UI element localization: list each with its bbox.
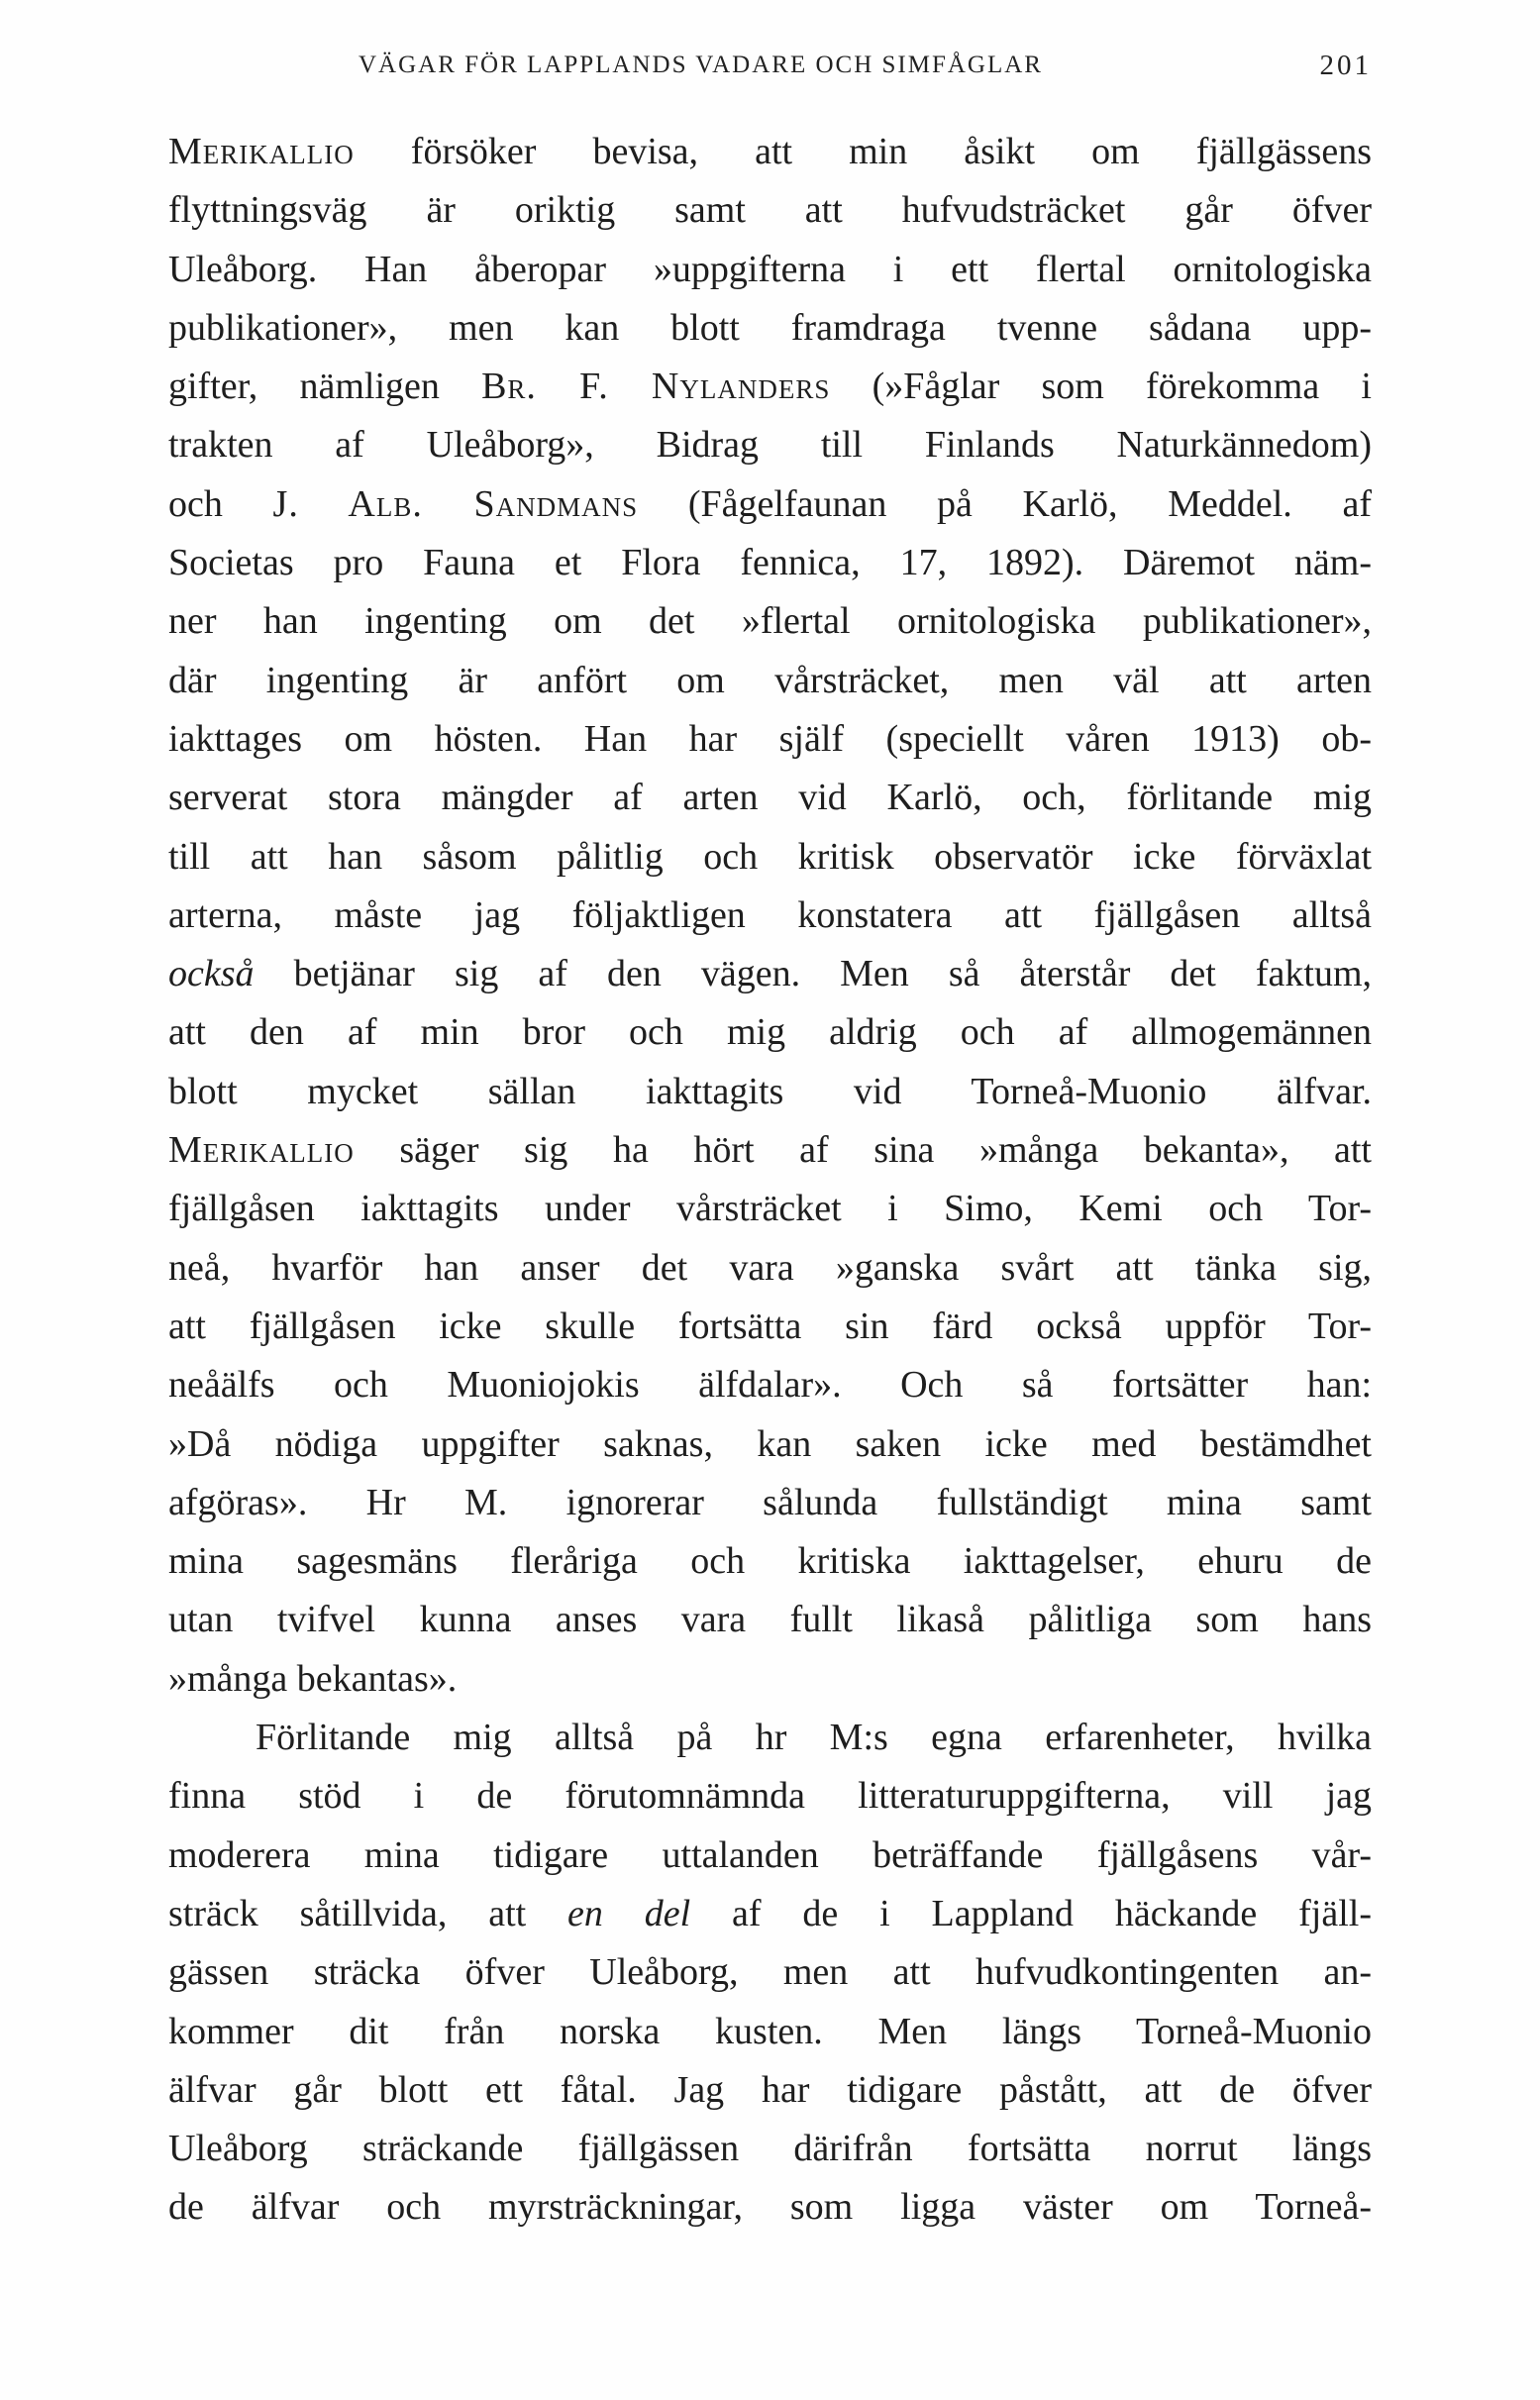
text-line bbox=[168, 299, 1372, 358]
text-segment: fjällgåsen iakttagits under vårsträcket i Simo, Kemi och Tor- bbox=[168, 1188, 1372, 1230]
text-segment: af de i Lappland häckande fjäll- bbox=[690, 1892, 1372, 1934]
text-segment: Förlitande mig alltså på hr M:s egna erfarenheter, hvilka bbox=[256, 1717, 1372, 1759]
text-segment: »Då nödiga uppgifter saknas, kan saken icke med bestämdhet bbox=[168, 1422, 1372, 1465]
text-segment: publikationer», men kan blott framdraga tvenne sådana upp- bbox=[168, 306, 1372, 349]
text-line bbox=[168, 123, 1372, 181]
text-segment: flyttningsväg är oriktig samt att hufvudsträcket går öfver bbox=[168, 189, 1372, 232]
text-segment: försöker bevisa, att min åsikt om fjällgässens bbox=[354, 131, 1372, 172]
text-segment: älfvar går blott ett fåtal. Jag har tidigare påstått, att de öfver bbox=[168, 2068, 1372, 2111]
text-line bbox=[168, 1003, 1372, 1062]
text-line bbox=[168, 710, 1372, 769]
text-line bbox=[168, 1180, 1372, 1238]
text-line bbox=[168, 1356, 1372, 1414]
text-line bbox=[168, 2003, 1372, 2061]
text-segment: Uleåborg. Han åberopar »uppgifterna i ett flertal ornitologiska bbox=[168, 248, 1372, 290]
text-segment: de älfvar och myrsträckningar, som ligga väster om Torneå- bbox=[168, 2186, 1372, 2229]
text-line bbox=[168, 241, 1372, 299]
text-segment: blott mycket sällan iakttagits vid Torneå-Muonio älfvar. bbox=[168, 1070, 1372, 1112]
text-segment: moderera mina tidigare uttalanden beträffande fjällgåsens vår- bbox=[168, 1833, 1372, 1876]
text-segment: mina sagesmäns fleråriga och kritiska iakttagelser, ehuru de bbox=[168, 1540, 1372, 1583]
text-segment: kommer dit från norska kusten. Men längs Torneå-Muonio bbox=[168, 2010, 1372, 2052]
text-line bbox=[168, 1943, 1372, 2002]
text-line bbox=[168, 2178, 1372, 2237]
text-line bbox=[168, 475, 1372, 534]
text-segment: serverat stora mängder af arten vid Karlö, och, förlitande mig bbox=[168, 777, 1372, 819]
text-line bbox=[168, 1121, 1372, 1180]
text-segment: iakttages om hösten. Han har själf (speciellt våren 1913) ob- bbox=[168, 717, 1372, 760]
text-line bbox=[168, 769, 1372, 827]
text-segment: neåälfs och Muoniojokis älfdalar». Och så fortsätter han: bbox=[168, 1364, 1372, 1407]
text-segment: till att han såsom pålitlig och kritisk observatör icke förväxlat bbox=[168, 835, 1372, 878]
text-segment: Merikallio bbox=[168, 131, 355, 172]
text-line bbox=[168, 2120, 1372, 2178]
text-line bbox=[168, 416, 1372, 474]
text-line bbox=[168, 828, 1372, 887]
text-segment: att den af min bror och mig aldrig och af allmogemännen bbox=[168, 1011, 1372, 1054]
text-line bbox=[168, 1650, 1372, 1709]
text-segment: gässen sträcka öfver Uleåborg, men att hufvudkontingenten an- bbox=[168, 1951, 1372, 1994]
text-segment: och bbox=[168, 482, 273, 525]
text-segment: Br. F. Nylanders bbox=[481, 365, 831, 408]
text-line bbox=[168, 1239, 1372, 1298]
text-segment: trakten af Uleåborg», Bidrag till Finlands Naturkännedom) bbox=[168, 424, 1372, 467]
text-line bbox=[168, 887, 1372, 945]
text-segment: att fjällgåsen icke skulle fortsätta sin färd också uppför Tor- bbox=[168, 1304, 1372, 1347]
text-line bbox=[168, 652, 1372, 710]
text-line bbox=[168, 592, 1372, 651]
text-line bbox=[168, 2061, 1372, 2120]
text-line bbox=[168, 945, 1372, 1003]
text-segment: sträck såtillvida, att bbox=[168, 1892, 568, 1934]
text-line bbox=[168, 534, 1372, 592]
text-segment: en del bbox=[567, 1892, 691, 1934]
text-segment: (Fågelfaunan på Karlö, Meddel. af bbox=[638, 482, 1372, 525]
text-segment: säger sig ha hört af sina »många bekanta», att bbox=[354, 1129, 1372, 1172]
text-segment: finna stöd i de förutomnämnda litteraturuppgifterna, vill jag bbox=[168, 1775, 1372, 1818]
text-line bbox=[168, 1415, 1372, 1474]
text-segment: också bbox=[168, 953, 255, 995]
text-segment: där ingenting är anfört om vårsträcket, men väl att arten bbox=[168, 659, 1372, 701]
page-number: 201 bbox=[1319, 50, 1372, 81]
text-segment: (»Fåglar som förekomma i bbox=[830, 365, 1372, 408]
text-line bbox=[168, 358, 1372, 416]
text-line bbox=[168, 1826, 1372, 1885]
text-segment: arterna, måste jag följaktligen konstatera att fjällgåsen alltså bbox=[168, 893, 1372, 936]
text-line bbox=[168, 1709, 1372, 1767]
text-segment: afgöras». Hr M. ignorerar sålunda fullständigt mina samt bbox=[168, 1481, 1372, 1523]
text-segment: »många bekantas». bbox=[168, 1657, 458, 1700]
text-segment: utan tvifvel kunna anses vara fullt likaså pålitliga som hans bbox=[168, 1599, 1372, 1641]
text-segment: Societas pro Fauna et Flora fennica, 17, 1892). Däremot näm- bbox=[168, 542, 1372, 584]
text-segment: J. Alb. Sandmans bbox=[272, 482, 639, 525]
text-line bbox=[168, 1298, 1372, 1356]
text-line bbox=[168, 1591, 1372, 1649]
text-segment: Uleåborg sträckande fjällgässen därifrån fortsätta norrut längs bbox=[168, 2128, 1372, 2170]
text-line bbox=[168, 1885, 1372, 1943]
text-line bbox=[168, 1063, 1372, 1121]
text-line bbox=[168, 1767, 1372, 1826]
text-line bbox=[168, 1532, 1372, 1591]
text-segment: gifter, nämligen bbox=[168, 365, 482, 408]
text-segment: Merikallio bbox=[168, 1129, 355, 1172]
text-line bbox=[168, 181, 1372, 240]
text-segment: neå, hvarför han anser det vara »ganska svårt att tänka sig, bbox=[168, 1246, 1372, 1289]
running-title: VÄGAR FÖR LAPPLANDS VADARE OCH SIMFÅGLAR bbox=[359, 52, 1043, 78]
text-line bbox=[168, 1474, 1372, 1532]
text-segment: betjänar sig af den vägen. Men så återstår det faktum, bbox=[254, 953, 1372, 995]
running-head bbox=[168, 52, 1372, 91]
body-text bbox=[168, 123, 1372, 2238]
text-segment: ner han ingenting om det »flertal ornitologiska publikationer», bbox=[168, 600, 1372, 643]
